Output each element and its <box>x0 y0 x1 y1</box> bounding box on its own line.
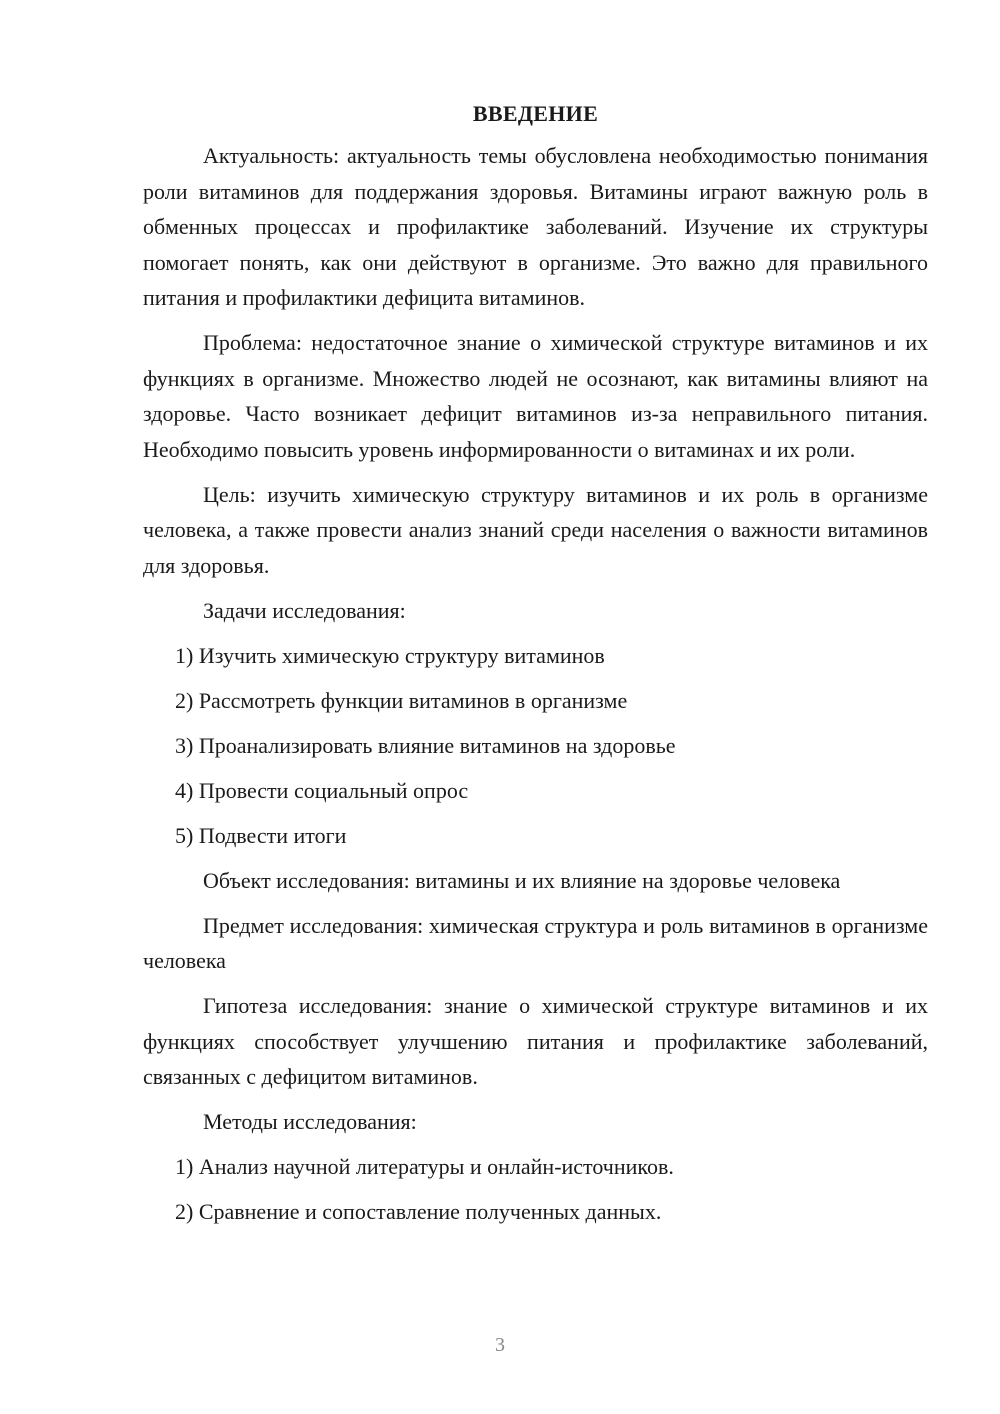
task-item: 3) Проанализировать влияние витаминов на здоровье <box>175 732 676 758</box>
page-content <box>143 96 928 1239</box>
relevance-paragraph: Актуальность: актуальность темы обусловлена необходимостью понимания роли витаминов для поддержания здоровья. Витамины играют важную роль в обменных процессах и профилактике заболеваний. Изучение их структуры помогает понять, как они действуют в организме. Это важно для правильного питания и профилактики дефицита витаминов. <box>143 143 928 310</box>
problem-paragraph: Проблема: недостаточное знание о химической структуре витаминов и их функциях в организме. Множество людей не осознают, как витамины влияют на здоровье. Часто возникает дефицит витаминов из-за неправильного питания. Необходимо повысить уровень информированности о витаминах и их роли. <box>143 330 928 462</box>
subject-paragraph: Предмет исследования: химическая структура и роль витаминов в организме человека <box>143 912 928 973</box>
tasks-heading: Задачи исследования: <box>203 597 406 623</box>
task-item: 4) Провести социальный опрос <box>175 777 469 803</box>
task-item: 2) Рассмотреть функции витаминов в организме <box>175 687 628 713</box>
method-item: 2) Сравнение и сопоставление полученных данных. <box>175 1199 662 1224</box>
page-title: ВВЕДЕНИЕ <box>472 101 599 126</box>
task-item: 5) Подвести итоги <box>175 822 347 848</box>
page-number: 3 <box>495 1334 505 1356</box>
method-item: 1) Анализ научной литературы и онлайн-источников. <box>175 1154 674 1179</box>
task-item: 1) Изучить химическую структуру витаминов <box>175 642 605 668</box>
hypothesis-paragraph: Гипотеза исследования: знание о химической структуре витаминов и их функциях способствует улучшению питания и профилактике заболеваний, связанных с дефицитом витаминов. <box>143 993 928 1089</box>
goal-paragraph: Цель: изучить химическую структуру витаминов и их роль в организме человека, а также провести анализ знаний среди населения о важности витаминов для здоровья. <box>143 481 928 578</box>
object-paragraph: Объект исследования: витамины и их влияние на здоровье человека <box>203 867 841 893</box>
methods-heading: Методы исследования: <box>203 1109 417 1134</box>
